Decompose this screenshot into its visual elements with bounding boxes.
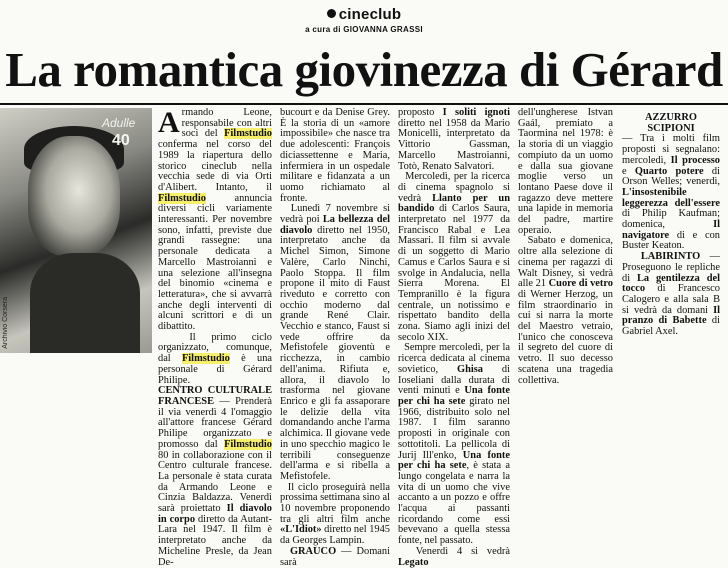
- text-run: Il primo ciclo organizzato, comunque, dal: [158, 331, 272, 365]
- text-run: dell'ungherese Istvan Gaál, premiato a Taormina nel 1978: è la storia di un viaggio compiuto da un uomo e dalla sua giovane moglie verso un lontano Paese dove il ragazzo deve mettere una lapide in memoria del padre, martire operaio.: [518, 107, 613, 236]
- text-run: annuncia diversi cicli variamente interessanti. Per novembre sono, infatti, previste due grandi rassegne: una personale dedicata a Marcello Mastroianni e una selezione all'insegna del binomio «cinema e letteratura», che si avvarrà anche degli interventi di alcuni scrittori e di un dibattito.: [158, 192, 272, 333]
- film-title: La bellezza del diavolo: [280, 214, 390, 236]
- headline: La romantica giovinezza di Gérard: [5, 42, 723, 97]
- text-run: proposto: [398, 107, 443, 118]
- text-run: , è stata a lungo congelata e narra la vita di un uomo che vive accanto a un pozzo e offre l'acqua ai passanti ricordando come essi bevevano a quella stessa fonte, nel passato.: [398, 460, 510, 547]
- paragraph: [158, 333, 272, 387]
- film-title: Cuore di vetro: [548, 278, 613, 290]
- text-run: — Tra i molti film proposti si segnalano: mercoledì,: [622, 133, 720, 166]
- column-2: [280, 108, 390, 568]
- film-title: Il navigatore: [622, 219, 720, 241]
- text-run: Mercoledì, per la ricerca di cinema spagnolo si vedrà: [398, 171, 510, 204]
- paragraph: [280, 483, 390, 547]
- paragraph: [518, 108, 613, 236]
- paragraph: [398, 343, 510, 546]
- paragraph: [518, 236, 613, 386]
- subheading: AZZURRO SCIPIONI: [645, 112, 697, 134]
- column-1: [158, 108, 272, 568]
- paragraph: [158, 386, 272, 568]
- column-4-right: [622, 108, 720, 338]
- text-run: Sabato e domenica, oltre alla selezione di cinema per ragazzi di Walt Disney, si vedrà alle 21: [518, 235, 613, 290]
- paragraph: [622, 252, 720, 338]
- paragraph: [398, 547, 510, 568]
- text-run: di Philip Kaufman; domenica,: [622, 208, 720, 231]
- text-run: — Domani sarà: [280, 545, 390, 568]
- text-run: rmando Leone, responsabile con altri soci del: [181, 107, 272, 140]
- text-run: Venerdì 4 si vedrà: [415, 545, 510, 557]
- film-title: Il processo: [670, 154, 720, 166]
- drop-cap: A: [158, 106, 180, 139]
- headline-rule: [0, 103, 728, 105]
- film-title: Una fonte per chi ha sete: [398, 385, 510, 407]
- text-run: Sempre mercoledì, per la ricerca dedicata al cinema sovietico,: [398, 342, 510, 375]
- text-run: di Gabriel Axel.: [622, 315, 720, 338]
- text-run: diretto nel 1945 da Georges Lampin.: [280, 524, 390, 547]
- paragraph: [398, 108, 510, 172]
- paragraph: [158, 108, 272, 333]
- paragraph: [622, 113, 720, 252]
- paragraph: [280, 547, 390, 568]
- subheading: GRAUCO: [289, 545, 337, 557]
- film-title: Ghisa: [457, 363, 484, 375]
- column-3: [398, 108, 510, 568]
- film-title: «L'Idiot»: [280, 524, 322, 536]
- film-title: Il pranzo di Babette: [622, 304, 720, 327]
- text-run: di Orson Welles; venerdì,: [622, 165, 720, 188]
- text-run: di Francesco Calogero e alla sala B si vedrà da domani: [622, 283, 720, 316]
- paragraph: [280, 108, 390, 204]
- text-run: girato nel 1966, distribuito solo nel 1987. I film saranno proposti in originale con sottotitoli. La pellicola di Jurij Ill'enko,: [398, 395, 510, 461]
- text-run: — Proseguono le repliche di: [622, 251, 720, 284]
- text-run: diretto nel 1950, interpretato anche da Michel Simon, Simone Valère, Carlo Ninchi, Paolo Stoppa. Il film propone il mito di Faust riveduto e corretto con occhio moderno dal grande René Clair. Vecchio e stanco, Faust si vede offrire da Mefistofele gioventù e ricchezza, in cambio dell'anima. Rifiuta e, allora, il diavolo lo trasforma nel giovane Enrico e gli fa assaporare le delizie della vita domandando anche l'arma alchimica. Il giovane vede in uno specchio magico le terribili conseguenze dell'arma e si ribella a Mefistofele.: [280, 224, 390, 482]
- text-run: di Carlos Saura, interpretato nel 1977 da Francisco Rabal e Lea Massari. Il film si avvale di un soggetto di Mario Camus e Carlos Saura e si svolge in Andalucia, nella Sierra Morena. El Tempranillo è la figura centrale, un notissimo e rispettato bandito della zona. Siamo agli inizi del secolo XIX.: [398, 203, 510, 343]
- bullet-icon: [327, 9, 336, 18]
- text-run: di Werner Herzog, un film straordinario in cui si narra la morte del Maestro vetraio, l'unico che conosceva il segreto del cuore di vetro. Il suo decesso scatena una tragedia collettiva.: [518, 288, 613, 386]
- highlight-filmstudio: Filmstudio: [224, 438, 272, 450]
- paragraph: [398, 172, 510, 343]
- highlight-filmstudio: Filmstudio: [158, 192, 206, 204]
- highlight-filmstudio: Filmstudio: [224, 128, 272, 140]
- text-run: 80 in collaborazione con il Centro culturale francese. La personale è stata curata da Armando Leone e Cinzia Baldazza. Venerdì sarà proiettato: [158, 449, 272, 515]
- text-run: Il ciclo proseguirà nella prossima settimana sino al 10 novembre proponendo tra gli altri film anche: [280, 481, 390, 525]
- text-run: diretto da Autant-Lara nel 1947. Il film è interpretato anche da Micheline Presle, da Jean De-: [158, 513, 272, 568]
- film-title: Llanto per un bandido: [398, 192, 510, 215]
- text-run: è una personale di Gérard Philipe.: [158, 353, 272, 386]
- column-4-left: [518, 108, 613, 386]
- highlight-filmstudio: Filmstudio: [181, 353, 230, 365]
- byline: a cura di GIOVANNA GRASSI: [305, 25, 423, 34]
- text-run: bucourt e da Denise Grey. È la storia di un «amore impossibile» che nasce tra due adolescenti: François diciassettenne e Maria, infermiera in un ospedale militare e fidanzata a un uomo richiamato al fronte.: [280, 107, 390, 204]
- film-title: La gentilezza del tocco: [622, 272, 720, 295]
- film-title: I soliti ignoti: [442, 107, 510, 118]
- photo-face: [28, 136, 120, 256]
- film-title: Legato: [398, 556, 429, 568]
- kicker-text: cineclub: [338, 6, 402, 23]
- film-title: Una fonte per chi ha sete: [398, 449, 510, 472]
- film-title: Quarto potere: [634, 165, 704, 177]
- article-photo: [0, 108, 152, 353]
- subheading: CENTRO CULTURALE FRANCESE: [158, 385, 272, 407]
- text-run: di Ioseliani dalla durata di venti minuti e: [398, 363, 510, 397]
- text-run: diretto nel 1958 da Mario Monicelli, interpretato da Vittorio Gassman, Marcello Mastroianni, Totò, Renato Salvatori.: [398, 117, 510, 172]
- paragraph: [280, 204, 390, 482]
- section-kicker: [0, 6, 728, 23]
- photo-poster-text: Adulle: [102, 116, 136, 130]
- photo-credit: Archivio Corsera: [2, 297, 9, 349]
- text-run: di e con Buster Keaton.: [622, 229, 720, 252]
- film-title: Il diavolo in corpo: [158, 503, 272, 525]
- text-run: — Prenderà il via venerdì 4 l'omaggio all'attore francese Gérard Philipe organizzato e promosso dal: [158, 395, 272, 450]
- photo-poster-number: 40: [112, 132, 130, 149]
- text-run: Lunedì 7 novembre si vedrà poi: [280, 203, 390, 226]
- text-run: conferma nel corso del 1989 la riapertura dello storico cineclub nella vecchia sede di via Orti d'Alibert. Intanto, il: [158, 139, 272, 193]
- text-run: e: [622, 165, 635, 177]
- photo-body: [30, 253, 140, 353]
- subheading: LABIRINTO: [640, 251, 701, 263]
- film-title: L'insostenibile leggerezza dell'essere: [622, 186, 720, 209]
